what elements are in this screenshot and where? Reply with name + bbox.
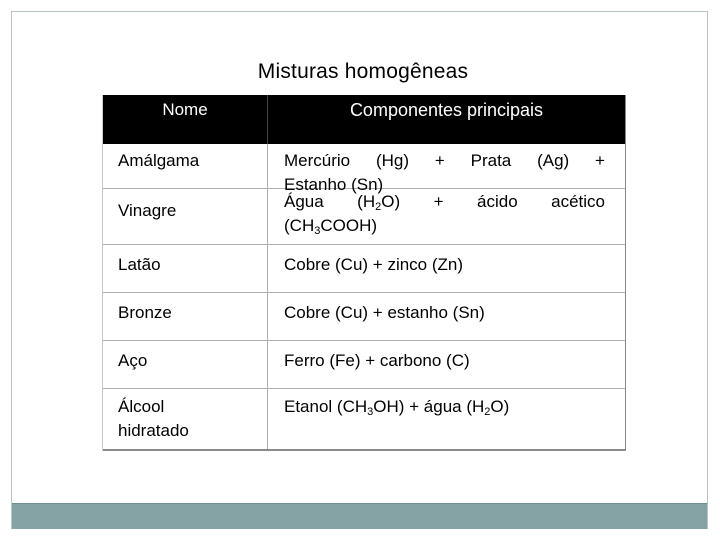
- table-row: [103, 245, 625, 293]
- table-row: [103, 144, 625, 194]
- slide-footer-bar: [12, 503, 707, 529]
- table-row: [103, 389, 625, 451]
- slide-title: Misturas homogêneas: [257, 60, 469, 83]
- text-part: Água: [284, 192, 324, 211]
- text-part: +: [595, 151, 605, 170]
- row-name: Vinagre: [103, 189, 268, 244]
- row-components: [268, 189, 625, 244]
- components-line: $(CH_3COOH)$: [284, 216, 378, 237]
- row-name: Bronze: [103, 293, 268, 340]
- row-components: [268, 144, 625, 194]
- table-row: [103, 293, 625, 341]
- table-row: [103, 189, 625, 245]
- row-name: Latão: [103, 245, 268, 292]
- text-part: (Ag): [537, 151, 570, 170]
- text-part: ácido: [477, 192, 518, 211]
- row-components: Ferro (Fe) + carbono (C): [284, 351, 470, 370]
- header-name: Nome: [103, 95, 268, 144]
- header-components: Componentes principais: [349, 100, 544, 120]
- row-name: Álcool hidratado: [103, 389, 268, 449]
- text-part: +: [434, 151, 445, 170]
- row-name: Aço: [103, 341, 268, 388]
- text-part: +: [433, 192, 444, 211]
- text-part: Mercúrio: [284, 151, 351, 170]
- row-components: Etanol $(CH_3OH)$ + água $(H_2O)$: [284, 397, 510, 418]
- components-line: [284, 149, 605, 173]
- text-part: acético: [551, 192, 605, 211]
- text-part: (Hg): [375, 151, 410, 170]
- row-components: Cobre (Cu) + estanho (Sn): [284, 303, 485, 322]
- mixtures-table: [102, 95, 626, 451]
- text-part: Prata: [470, 151, 512, 170]
- table-header-row: [103, 95, 625, 144]
- row-components: Cobre (Cu) + zinco (Zn): [284, 255, 464, 274]
- row-name: Amálgama: [103, 144, 268, 188]
- components-line: [284, 190, 605, 214]
- text-part: $(H_2O)$: [357, 192, 401, 213]
- components-line: Estanho (Sn): [284, 175, 384, 194]
- table-row: [103, 341, 625, 389]
